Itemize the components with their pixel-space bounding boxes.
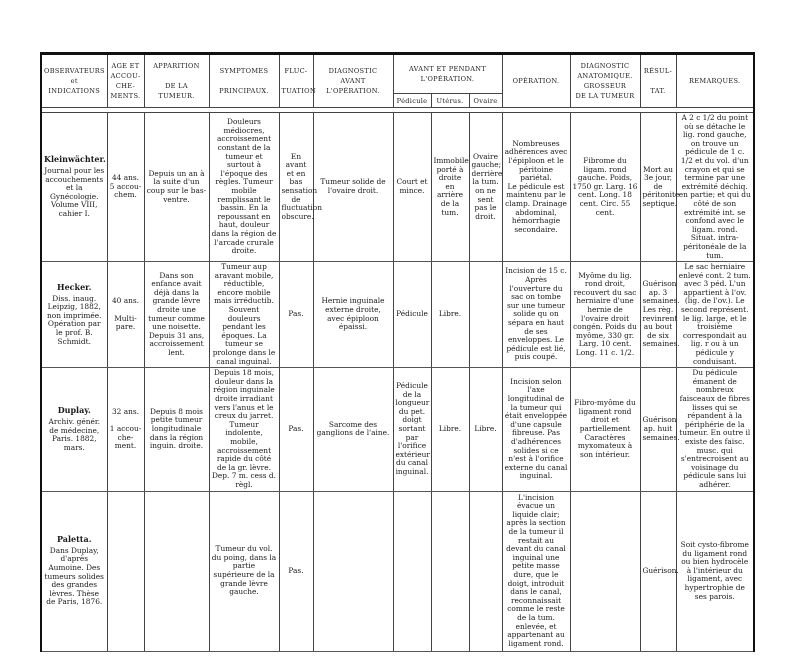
observations-table: [40, 52, 755, 652]
onset-cell: Depuis un an à la suite d'un coup sur le bas-ventre.: [144, 113, 209, 262]
pedicle-cell: Pédicule: [393, 262, 431, 368]
header-uterus: Utérus.: [431, 94, 469, 108]
anatomy-cell: Fibro-myôme du ligament rond droit et partiellement Caractères myxomateux à son intérieur.: [570, 368, 640, 491]
header-ovaries: Ovaire: [469, 94, 502, 108]
remarks-cell: A 2 c 1/2 du point où se détache le lig. rond gauche, on trouve un pédicule de 1 c. 1/2 et du vol. d'un crayon et qui se termine par une extrémité déchiq. en partie; et qui du côté de son extrémité int. se confond avec le ligam. rond. Situat. intra-péritonéale de la tum.: [676, 113, 754, 262]
result-cell: Guérison ap. 3 semaines. Les règ. revinrent au bout de six semaines.: [640, 262, 676, 368]
anatomy-cell: [570, 491, 640, 651]
header-remarks: REMARQUES.: [676, 54, 754, 108]
diagnosis-cell: [313, 491, 393, 651]
observer-name: Hecker.: [57, 282, 92, 293]
table-row: [41, 368, 754, 491]
observer-reference: Dans Duplay, d'après Aumoine. Des tumeurs solides des grandes lèvres. Thèse de Paris, 1876.: [44, 545, 104, 607]
observer-reference: Archiv. génér. de médecine, Paris. 1882, mars.: [48, 416, 100, 452]
operation-cell: L'incision évacue un liquide clair; après la section de la tumeur il restait au devant du canal inguinal une petite masse dure, que le doigt, introduit dans le canal, reconnaissait comme le reste de la tum. enlevée, et appartenant au ligament rond.: [502, 491, 570, 651]
symptoms-cell: Tumeur du vol. du poing, dans la partie supérieure de la grande lèvre gauche.: [209, 491, 279, 651]
result-cell: Mort au 3e jour, de péritonite septique.: [640, 113, 676, 262]
pedicle-cell: Pédicule de la longueur du pet. doigt sortant par l'orifice extérieur du canal inguinal.: [393, 368, 431, 491]
symptoms-cell: Tumeur aup aravant mobile, réductible, encore mobile mais irréductib. Souvent douleurs pendant les époques. La tumeur se prolonge dans le canal inguinal.: [209, 262, 279, 368]
header-fluctuation: FLUC- TUATION: [279, 54, 313, 108]
age-cell: 44 ans. 5 accou- chem.: [107, 113, 144, 262]
remarks-cell: Le sac herniaire enlevé cont. 2 tum. avec 3 péd. L'un appartient à l'ov. (lig. de l'ov.). Le second représent. le lig. large, et le troisième correspondait au lig. r ou à un pédicule y conduisant.: [676, 262, 754, 368]
table-row: [41, 262, 754, 368]
observer-name: Duplay.: [57, 405, 91, 416]
uterus-cell: Immobile porté à droite en arrière de la tum.: [431, 113, 469, 262]
header-symptoms: SYMPTOMES PRINCIPAUX.: [209, 54, 279, 108]
observer-name: Kleinwächter.: [44, 154, 106, 165]
age-cell: 40 ans. Multi- pare.: [107, 262, 144, 368]
header-diagnosis-before: DIAGNOSTIC AVANT L'OPÉRATION.: [313, 54, 393, 108]
header-anatomical-diagnosis: DIAGNOSTIC ANATOMIQUE. GROSSEUR DE LA TUMEUR: [570, 54, 640, 108]
observer-cell: [41, 113, 107, 262]
symptoms-cell: Depuis 18 mois, douleur dans la région inguinale droite irradiant vers l'anus et le creux du jarret. Tumeur indolente, mobile, accroissement rapide du côté de la gr. lèvre. Dep. 7 m. cess d. règl.: [209, 368, 279, 491]
pedicle-cell: [393, 491, 431, 651]
observer-cell: [41, 368, 107, 491]
header-result: RÉSUL- TAT.: [640, 54, 676, 108]
diagnosis-cell: Tumeur solide de l'ovaire droit.: [313, 113, 393, 262]
remarks-cell: Soit cysto-fibrome du ligament rond ou bien hydrocèle à l'intérieur du ligament, avec hypertrophie de ses parois.: [676, 491, 754, 651]
onset-cell: Depuis 8 mois petite tumeur longitudinale dans la région inguin. droite.: [144, 368, 209, 491]
observer-cell: [41, 491, 107, 651]
uterus-cell: [431, 491, 469, 651]
uterus-cell: Libre.: [431, 368, 469, 491]
header-onset: APPARITION DE LA TUMEUR.: [144, 54, 209, 108]
onset-cell: [144, 491, 209, 651]
observer-reference: Diss. inaug. Leipzig, 1882, non imprimée. Opération par le prof. B. Schmidt.: [47, 293, 102, 346]
result-cell: Guérison.: [640, 491, 676, 651]
table-row: [41, 491, 754, 651]
ovaries-cell: [469, 262, 502, 368]
pedicle-cell: Court et mince.: [393, 113, 431, 262]
header-before-during: AVANT ET PENDANT L'OPÉRATION.: [393, 54, 502, 94]
header-observers: OBSERVATEURS et INDICATIONS: [41, 54, 107, 108]
header-operation: OPÉRATION.: [502, 54, 570, 108]
ovaries-cell: [469, 491, 502, 651]
onset-cell: Dans son enfance avait déjà dans la grande lèvre droite une tumeur comme une noisette. Depuis 31 ans, accroissement lent.: [144, 262, 209, 368]
data-table-sheet: [40, 52, 753, 648]
diagnosis-cell: Hernie inguinale externe droite, avec épiploon épaissi.: [313, 262, 393, 368]
operation-cell: Nombreuses adhérences avec l'épiploon et le péritoine pariétal. Le pédicule est maintenu par le clamp. Drainage abdominal, hémorrhagie secondaire.: [502, 113, 570, 262]
anatomy-cell: Myôme du lig. rond droit, recouvert du sac herniaire d'une hernie de l'ovaire droit congén. Poids du myôme, 330 gr. Larg. 10 cent. Long. 11 c. 1/2.: [570, 262, 640, 368]
observer-cell: [41, 262, 107, 368]
fluctuation-cell: En avant et en bas sensation de fluctuation obscure.: [279, 113, 313, 262]
age-cell: [107, 491, 144, 651]
header-pedicle: Pédicule: [393, 94, 431, 108]
observer-reference: Journal pour les accouchements et la Gynécologie. Volume VIII, cahier I.: [44, 166, 105, 219]
diagnosis-cell: Sarcome des ganglions de l'aine.: [313, 368, 393, 491]
operation-cell: Incision selon l'axe longitudinal de la tumeur qui était enveloppée d'une capsule fibreuse. Pas d'adhérences solides si ce n'est à l'orifice externe du canal inguinal.: [502, 368, 570, 491]
anatomy-cell: Fibrome du ligam. rond gauche. Poids, 1750 gr. Larg. 16 cent. Long. 18 cent. Circ. 55 cent.: [570, 113, 640, 262]
ovaries-cell: Ovaire gauche; derrière la tum. on ne sent pas le droit.: [469, 113, 502, 262]
fluctuation-cell: Pas.: [279, 262, 313, 368]
uterus-cell: Libre.: [431, 262, 469, 368]
symptoms-cell: Douleurs médiocres, accroissement constant de la tumeur et surtout à l'époque des règles. Tumeur mobile remplissant le bassin. En la repoussant en haut, douleur dans la région de l'arcade crurale droite.: [209, 113, 279, 262]
result-cell: Guérison ap. huit semaines.: [640, 368, 676, 491]
fluctuation-cell: Pas.: [279, 491, 313, 651]
fluctuation-cell: Pas.: [279, 368, 313, 491]
observer-name: Paletta.: [57, 534, 92, 545]
remarks-cell: Du pédicule émanent de nombreux faisceaux de fibres lisses qui se répandent à la périphérie de la tumeur. En outre il existe des faisc. musc. qui s'entrecroisent au voisinage du pédicule sans lui adhérer.: [676, 368, 754, 491]
table-row: [41, 113, 754, 262]
operation-cell: Incision de 15 c. Après l'ouverture du sac on tombe sur une tumeur solide qu on sépara en haut de ses enveloppes. Le pédicule est lié, puis coupé.: [502, 262, 570, 368]
header-age: AGE ET ACCOU- CHE- MENTS.: [107, 54, 144, 108]
age-cell: 32 ans. 1 accou- che- ment.: [107, 368, 144, 491]
ovaries-cell: Libre.: [469, 368, 502, 491]
